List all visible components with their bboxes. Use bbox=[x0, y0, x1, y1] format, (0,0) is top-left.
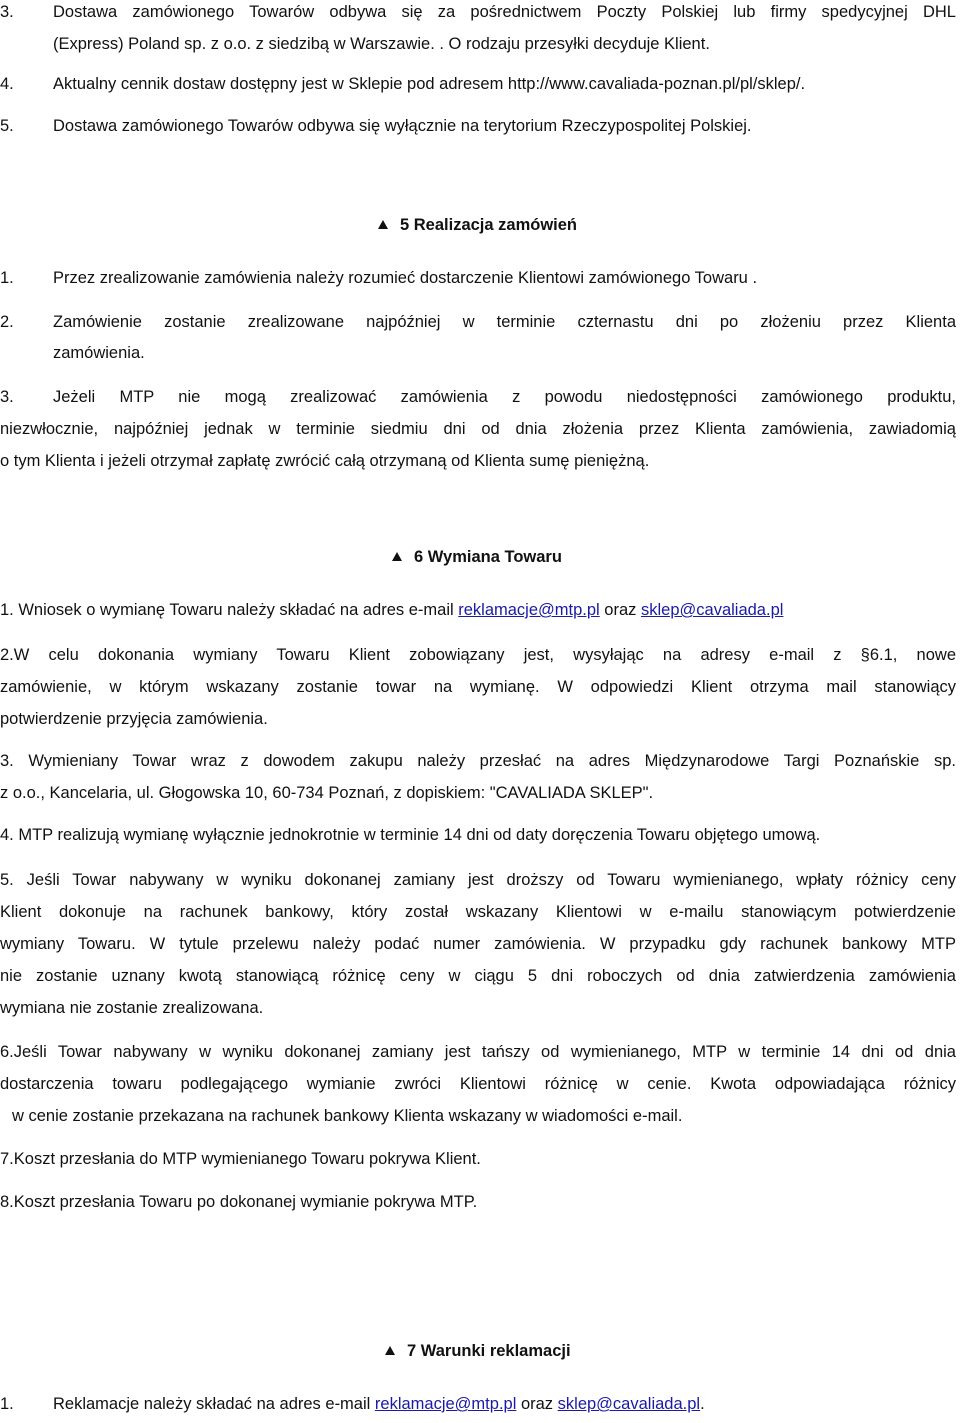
caret-up-icon bbox=[392, 552, 402, 561]
caret-up-icon bbox=[378, 220, 388, 229]
list-number: 4. bbox=[0, 75, 14, 93]
paragraph-line: niezwłocznie, najpóźniej jednak w terminie siedmiu dni od dnia złożenia przez Klienta zamówienia, zawiadomią bbox=[0, 420, 956, 438]
paragraph-line: 1. Wniosek o wymianę Towaru należy składać na adres e-mail reklamacje@mtp.pl oraz sklep@cavaliada.pl bbox=[0, 601, 784, 619]
paragraph-line: 8.Koszt przesłania Towaru po dokonanej wymianie pokrywa MTP. bbox=[0, 1193, 478, 1211]
paragraph-line: w cenie zostanie przekazana na rachunek bankowy Klienta wskazany w wiadomości e-mail. bbox=[12, 1107, 683, 1125]
paragraph-line: Reklamacje należy składać na adres e-mail reklamacje@mtp.pl oraz sklep@cavaliada.pl. bbox=[53, 1395, 705, 1413]
paragraph-line: 6.Jeśli Towar nabywany w wyniku dokonanej zamiany jest tańszy od wymienianego, MTP w terminie 14 dni od dnia bbox=[0, 1043, 956, 1061]
paragraph-line: dostarczenia towaru podlegającego wymianie zwróci Klientowi różnicę w cenie. Kwota odpowiadająca różnicy bbox=[0, 1075, 956, 1093]
paragraph-line: Klient dokonuje na rachunek bankowy, który został wskazany Klientowi w e-mailu stanowiącym potwierdzenie bbox=[0, 903, 956, 921]
paragraph-line: nie zostanie uznany kwotą stanowiącą różnicę ceny w ciągu 5 dni roboczych od dnia zatwierdzenia zamówienia bbox=[0, 967, 956, 985]
paragraph-line: potwierdzenie przyjęcia zamówienia. bbox=[0, 710, 268, 728]
paragraph-line: z o.o., Kancelaria, ul. Głogowska 10, 60-734 Poznań, z dopiskiem: "CAVALIADA SKLEP". bbox=[0, 784, 654, 802]
paragraph-line: Zamówienie zostanie zrealizowane najpóźniej w terminie czternastu dni po złożeniu przez Klienta bbox=[53, 313, 956, 331]
paragraph-line: Przez zrealizowanie zamówienia należy rozumieć dostarczenie Klientowi zamówionego Towaru . bbox=[53, 269, 758, 287]
paragraph-line: wymiany Towaru. W tytule przelewu należy podać numer zamówienia. W przypadku gdy rachunek bankowy MTP bbox=[0, 935, 956, 953]
paragraph-line: 3. Wymieniany Towar wraz z dowodem zakupu należy przesłać na adres Międzynarodowe Targi Poznańskie sp. bbox=[0, 752, 956, 770]
paragraph-line: Aktualny cennik dostaw dostępny jest w Sklepie pod adresem http://www.cavaliada-poznan.pl/pl/sklep/. bbox=[53, 75, 806, 93]
list-number: 5. bbox=[0, 117, 14, 135]
list-number: 3. bbox=[0, 3, 14, 21]
email-link-sklep[interactable]: sklep@cavaliada.pl bbox=[641, 601, 784, 619]
email-link-reklamacje[interactable]: reklamacje@mtp.pl bbox=[374, 1395, 517, 1413]
caret-up-icon bbox=[385, 1346, 395, 1355]
paragraph-line: Dostawa zamówionego Towarów odbywa się za pośrednictwem Poczty Polskiej lub firmy spedycyjnej DHL bbox=[53, 3, 956, 21]
paragraph-line: o tym Klienta i jeżeli otrzymał zapłatę zwrócić całą otrzymaną od Klienta sumę pieniężną. bbox=[0, 452, 650, 470]
section-heading: 6 Wymiana Towaru bbox=[392, 546, 562, 568]
paragraph-line: (Express) Poland sp. z o.o. z siedzibą w Warszawie. . O rodzaju przesyłki decyduje Klient. bbox=[53, 35, 710, 53]
paragraph-line: wymiana nie zostanie zrealizowana. bbox=[0, 999, 264, 1017]
list-number: 3. bbox=[0, 388, 14, 406]
paragraph-line: Dostawa zamówionego Towarów odbywa się wyłącznie na terytorium Rzeczypospolitej Polskiej. bbox=[53, 117, 752, 135]
paragraph-line: 7.Koszt przesłania do MTP wymienianego Towaru pokrywa Klient. bbox=[0, 1150, 481, 1168]
paragraph-line: zamówienia. bbox=[53, 344, 145, 362]
paragraph-line: Jeżeli MTP nie mogą zrealizować zamówienia z powodu niedostępności zamówionego produktu, bbox=[53, 388, 956, 406]
paragraph-line: 4. MTP realizują wymianę wyłącznie jednokrotnie w terminie 14 dni od daty doręczenia Towaru objętego umową. bbox=[0, 826, 821, 844]
section-heading: 5 Realizacja zamówień bbox=[378, 214, 577, 236]
section-heading: 7 Warunki reklamacji bbox=[385, 1340, 571, 1362]
list-number: 1. bbox=[0, 269, 14, 287]
email-link-reklamacje[interactable]: reklamacje@mtp.pl bbox=[458, 601, 600, 619]
paragraph-line: zamówienie, w którym wskazany zostanie towar na wymianę. W odpowiedzi Klient otrzyma mail stanowiący bbox=[0, 678, 956, 696]
list-number: 2. bbox=[0, 313, 14, 331]
list-number: 1. bbox=[0, 1395, 14, 1413]
paragraph-line: 5. Jeśli Towar nabywany w wyniku dokonanej zamiany jest droższy od Towaru wymienianego, wpłaty różnicy ceny bbox=[0, 871, 956, 889]
paragraph-line: 2.W celu dokonania wymiany Towaru Klient zobowiązany jest, wysyłając na adresy e-mail z §6.1, nowe bbox=[0, 646, 956, 664]
email-link-sklep[interactable]: sklep@cavaliada.pl bbox=[557, 1395, 701, 1413]
